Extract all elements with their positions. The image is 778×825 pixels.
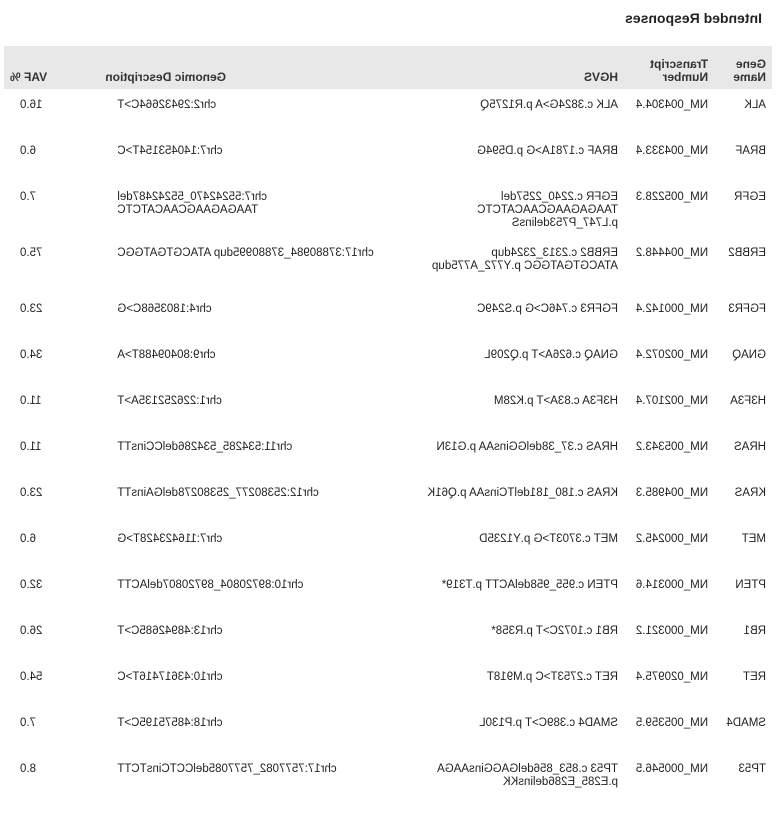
cell-genomic-description: chr17:37880984_37880995dup ATACGTGATGGC [117,247,374,259]
cell-gene-name: HRAS [734,441,766,453]
cell-vaf: 6.0 [20,145,36,157]
cell-hgvs: ALK c.3824G>A p.R1275Q [480,99,618,111]
cell-genomic-description: chr10:43617416T>C [117,671,223,683]
table-row [4,523,772,569]
cell-transcript-number: NM_000314.6 [635,579,709,591]
cell-transcript-number: NM_004985.3 [635,487,709,499]
cell-vaf: 32.0 [20,579,43,591]
cell-genomic-description: chr1:226252135A>T [117,395,222,407]
table-row [4,753,772,789]
cell-vaf: 7.0 [20,191,36,203]
cell-vaf: 11.0 [20,441,42,453]
cell-vaf: 6.0 [20,533,36,545]
cell-vaf: 11.0 [20,395,42,407]
cell-hgvs: HRAS c.37_38delGGinsAA p.G13N [436,441,618,453]
table-row [4,135,772,181]
cell-transcript-number: NM_002072.4 [635,349,709,361]
cell-gene-name: TP53 [738,763,766,775]
cell-vaf: 23.0 [20,303,43,315]
table-row [4,661,772,707]
cell-transcript-number: NM_004333.4 [635,145,709,157]
cell-hgvs: RET c.2753T>C p.M918T [486,671,618,683]
cell-hgvs: TP53 c.853_856delGAGGinsAAGA p.E285_E286delinsKK [437,763,618,788]
cell-gene-name: H3F3A [730,395,766,407]
cell-hgvs: MET c.3703T>G p.Y1235D [479,533,618,545]
header-genomic-description: Genomic Description [99,46,396,89]
cell-transcript-number: NM_000546.5 [635,763,709,775]
cell-genomic-description: chr9:80409488T>A [117,349,216,361]
cell-transcript-number: NM_002107.4 [635,395,709,407]
cell-gene-name: PTEN [735,579,766,591]
cell-genomic-description: chr13:48942685C>T [117,625,223,637]
cell-genomic-description: chr10:89720804_89720807delACTT [117,579,304,591]
cell-vaf: 54.0 [20,671,43,683]
responses-table [4,46,772,789]
cell-gene-name: MET [741,533,766,545]
cell-transcript-number: NM_004304.4 [635,99,709,111]
cell-transcript-number: NM_004448.2 [635,247,709,259]
cell-gene-name: ERBB2 [728,247,766,259]
cell-hgvs: KRAS c.180_181delTCinsAA p.Q61K [427,487,618,499]
cell-genomic-description: chr17:7577082_7577085delCCTCinsTCTT [117,763,337,775]
cell-transcript-number: NM_020975.4 [635,671,709,683]
table-row [4,615,772,661]
table-row [4,89,772,135]
cell-vaf: 34.0 [20,349,43,361]
cell-vaf: 8.0 [20,763,36,775]
table-row [4,385,772,431]
cell-genomic-description: chr2:29432664C>T [117,99,217,111]
cell-vaf: 23.0 [20,487,43,499]
cell-genomic-description: chr11:534285_534286delCCinsTT [117,441,293,453]
cell-gene-name: KRAS [734,487,766,499]
header-hgvs: HGVS [396,46,624,89]
cell-hgvs: PTEN c.955_958delACTT p.T319* [441,579,618,591]
cell-transcript-number: NM_005343.2 [635,441,709,453]
cell-transcript-number: NM_005228.3 [635,191,709,203]
cell-hgvs: RB1 c.1072C>T p.R358* [491,625,618,637]
table-row [4,431,772,477]
cell-gene-name: RET [743,671,766,683]
cell-genomic-description: chr7:140453154T>C [117,145,223,157]
cell-transcript-number: NM_000245.2 [635,533,709,545]
cell-genomic-description: chr18:48575195C>T [117,717,223,729]
cell-vaf: 16.0 [20,99,43,111]
cell-hgvs: GNAQ c.626A>T p.Q209L [484,349,618,361]
cell-transcript-number: NM_000321.2 [635,625,709,637]
cell-hgvs: EGFR c.2240_2257del TAAGAGAAGCAACATCTC p.L747_P753delinsS [477,191,618,229]
table-body [4,89,772,789]
table-row [4,181,772,237]
cell-hgvs: H3F3A c.83A>T p.K28M [493,395,618,407]
cell-gene-name: RB1 [743,625,766,637]
cell-genomic-description: chr7:116423428T>G [117,533,223,545]
cell-hgvs: ERBB2 c.2313_2324dup ATACGTGATGGC p.Y772_A775dup [432,247,618,272]
table-row [4,339,772,385]
cell-vaf: 75.0 [20,247,43,259]
page-title: Intended Responses [625,10,762,26]
cell-genomic-description: chr12:25380277_25380278delGAinsTT [117,487,319,499]
table-row [4,477,772,523]
cell-hgvs: BRAF c.1781A>G p.D594G [477,145,618,157]
table-row [4,293,772,339]
cell-vaf: 26.0 [20,625,43,637]
table-row [4,569,772,615]
cell-gene-name: ALK [744,99,766,111]
cell-hgvs: FGFR3 c.746C>G p.S249C [477,303,618,315]
cell-gene-name: EGFR [734,191,766,203]
header-gene-name: Gene Name [714,46,772,89]
cell-transcript-number: NM_000142.4 [635,303,709,315]
table-header-row [4,46,772,89]
cell-hgvs: SMAD4 c.389C>T p.P130L [479,717,618,729]
cell-vaf: 7.0 [20,717,36,729]
cell-gene-name: BRAF [735,145,766,157]
header-transcript-number: Transcript Number [624,46,714,89]
cell-genomic-description: chr4:1803568C>G [117,303,212,315]
cell-transcript-number: NM_005359.5 [635,717,709,729]
header-vaf: VAF % [4,46,99,89]
cell-gene-name: SMAD4 [726,717,766,729]
table-row [4,237,772,293]
table-row [4,707,772,753]
cell-genomic-description: chr7:55242470_55242487del TAAGAGAAGCAACATCTC [117,191,267,216]
cell-gene-name: FGFR3 [728,303,766,315]
cell-gene-name: GNAQ [732,349,766,361]
